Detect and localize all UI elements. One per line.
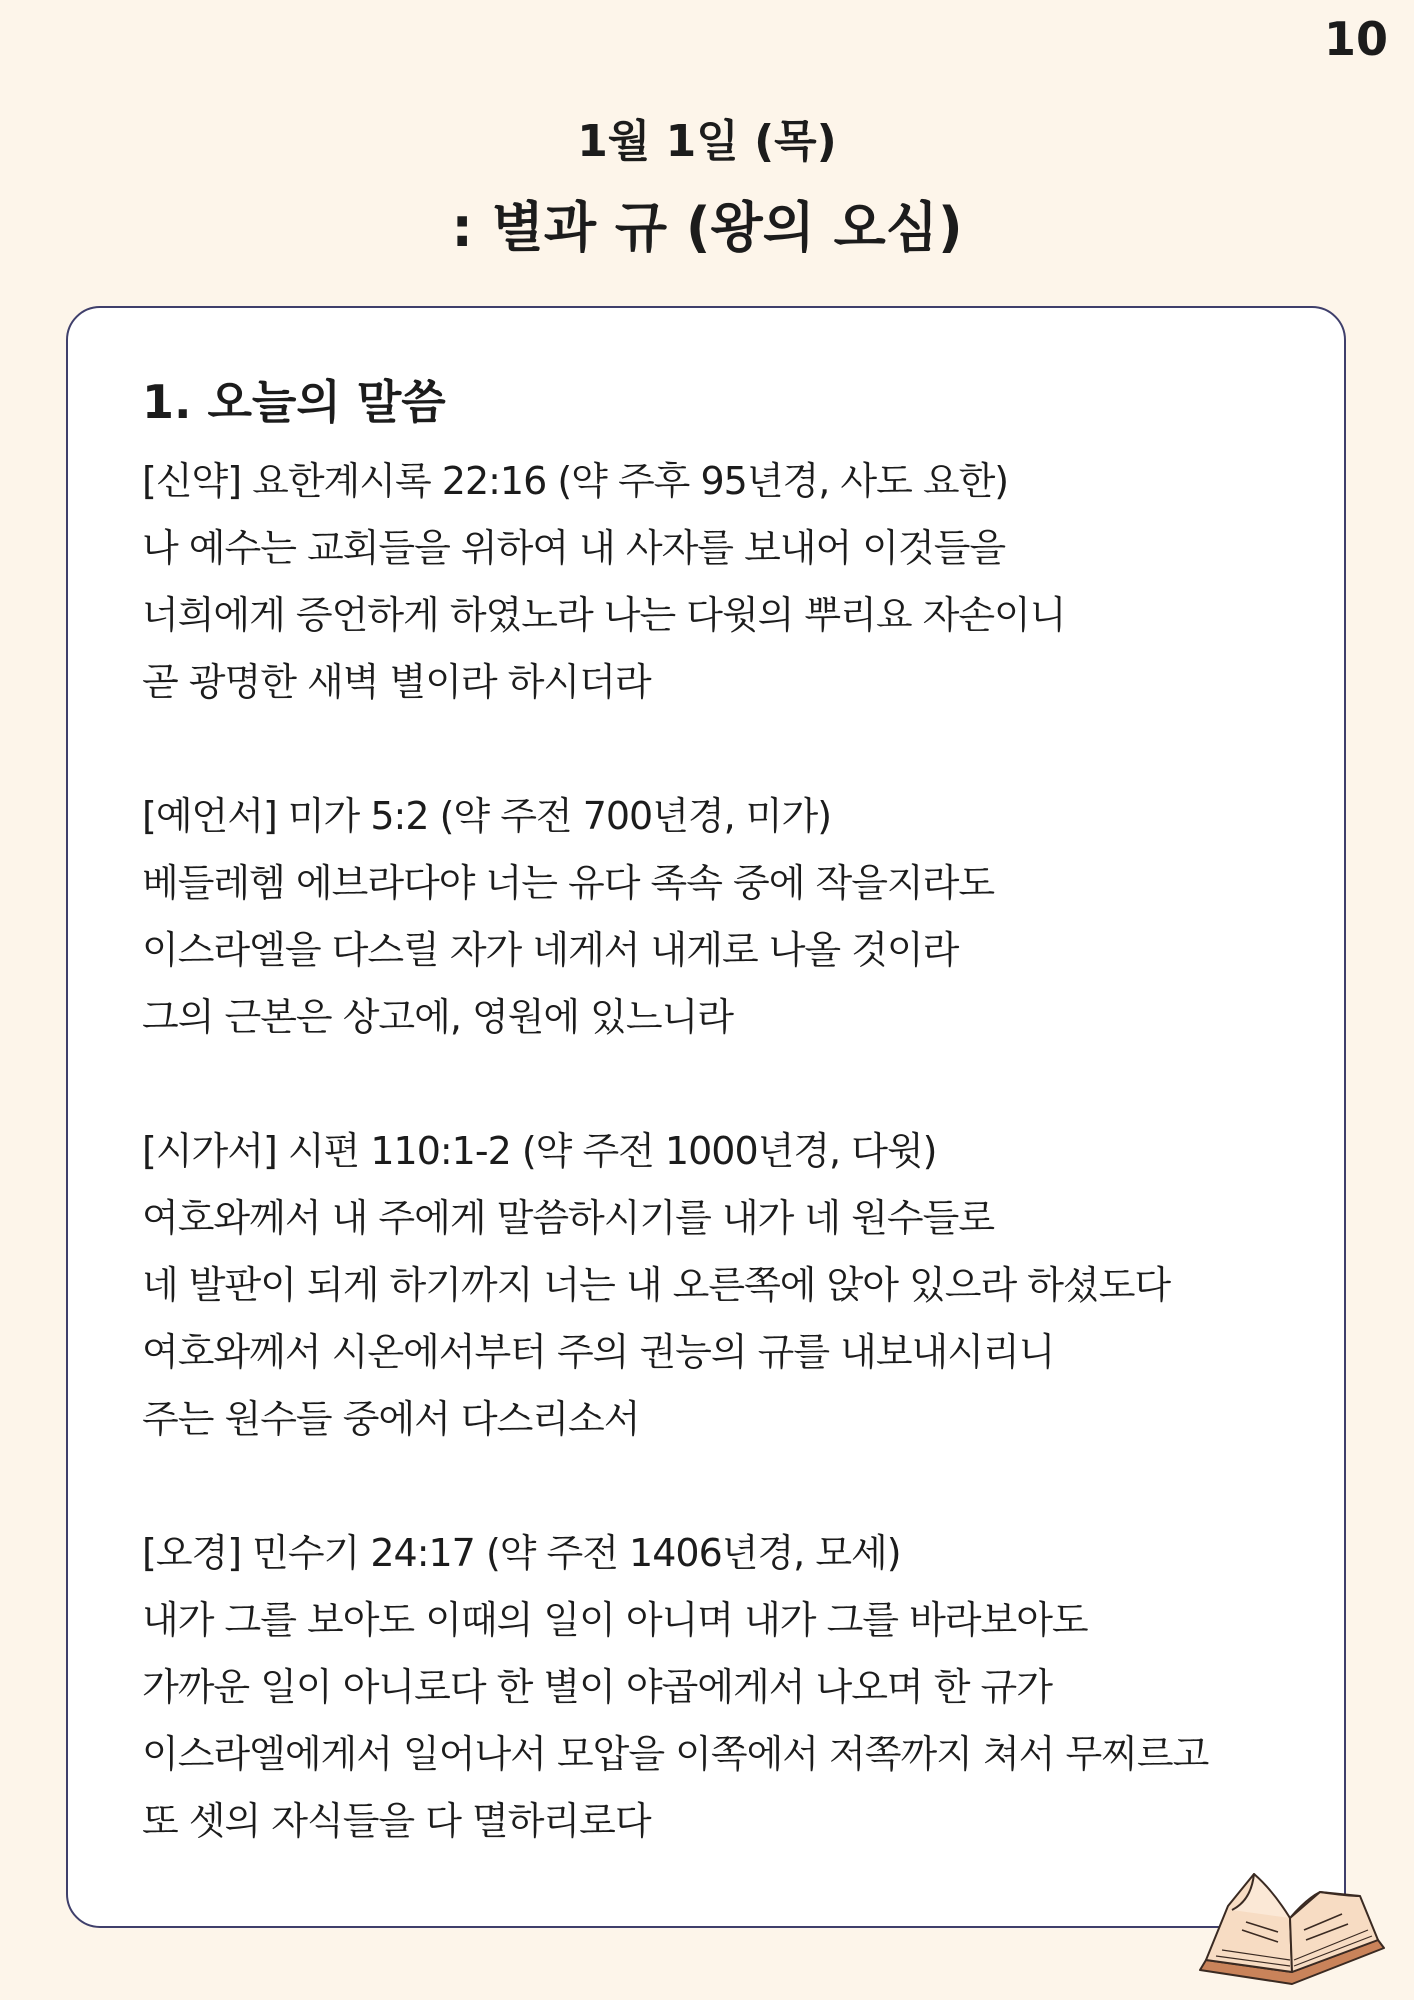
passage-reference: [시가서] 시편 110:1-2 (약 주전 1000년경, 다윗) (142, 1129, 937, 1173)
passage-line: 그의 근본은 상고에, 영원에 있느니라 (142, 995, 734, 1039)
open-book-icon (1192, 1852, 1392, 1992)
passage-line: 여호와께서 내 주에게 말씀하시기를 내가 네 원수들로 (142, 1196, 995, 1240)
passage-line: 곧 광명한 새벽 별이라 하시더라 (142, 660, 651, 704)
passage-line: 나 예수는 교회들을 위하여 내 사자를 보내어 이것들을 (142, 526, 1006, 570)
section-heading: 1. 오늘의 말씀 (142, 375, 446, 429)
page-title: : 별과 규 (왕의 오심) (451, 196, 963, 259)
passage-line: 여호와께서 시온에서부터 주의 권능의 규를 내보내시리니 (142, 1330, 1055, 1374)
passage-line: 베들레헴 에브라다야 너는 유다 족속 중에 작을지라도 (142, 861, 995, 905)
passage-reference: [신약] 요한계시록 22:16 (약 주후 95년경, 사도 요한) (142, 459, 1009, 503)
page-number: 10 (1323, 12, 1388, 66)
date-heading: 1월 1일 (목) (577, 116, 837, 167)
passage-line: 가까운 일이 아니로다 한 별이 야곱에게서 나오며 한 규가 (142, 1665, 1052, 1709)
passage-new-testament (142, 448, 1292, 716)
passage-line: 내가 그를 보아도 이때의 일이 아니며 내가 그를 바라보아도 (142, 1598, 1088, 1642)
passage-pentateuch (142, 1520, 1292, 1855)
passage-list (142, 448, 1292, 1922)
passage-prophets (142, 783, 1292, 1051)
passage-line: 또 셋의 자식들을 다 멸하리로다 (142, 1799, 651, 1843)
passage-line: 주는 원수들 중에서 다스리소서 (142, 1397, 640, 1441)
passage-line: 네 발판이 되게 하기까지 너는 내 오른쪽에 앉아 있으라 하셨도다 (142, 1263, 1171, 1307)
passage-poetry (142, 1118, 1292, 1453)
passage-line: 너희에게 증언하게 하였노라 나는 다윗의 뿌리요 자손이니 (142, 593, 1066, 637)
scripture-card (66, 306, 1346, 1928)
passage-reference: [예언서] 미가 5:2 (약 주전 700년경, 미가) (142, 794, 832, 838)
passage-line: 이스라엘에게서 일어나서 모압을 이쪽에서 저쪽까지 쳐서 무찌르고 (142, 1732, 1209, 1776)
passage-line: 이스라엘을 다스릴 자가 네게서 내게로 나올 것이라 (142, 928, 959, 972)
passage-reference: [오경] 민수기 24:17 (약 주전 1406년경, 모세) (142, 1531, 901, 1575)
